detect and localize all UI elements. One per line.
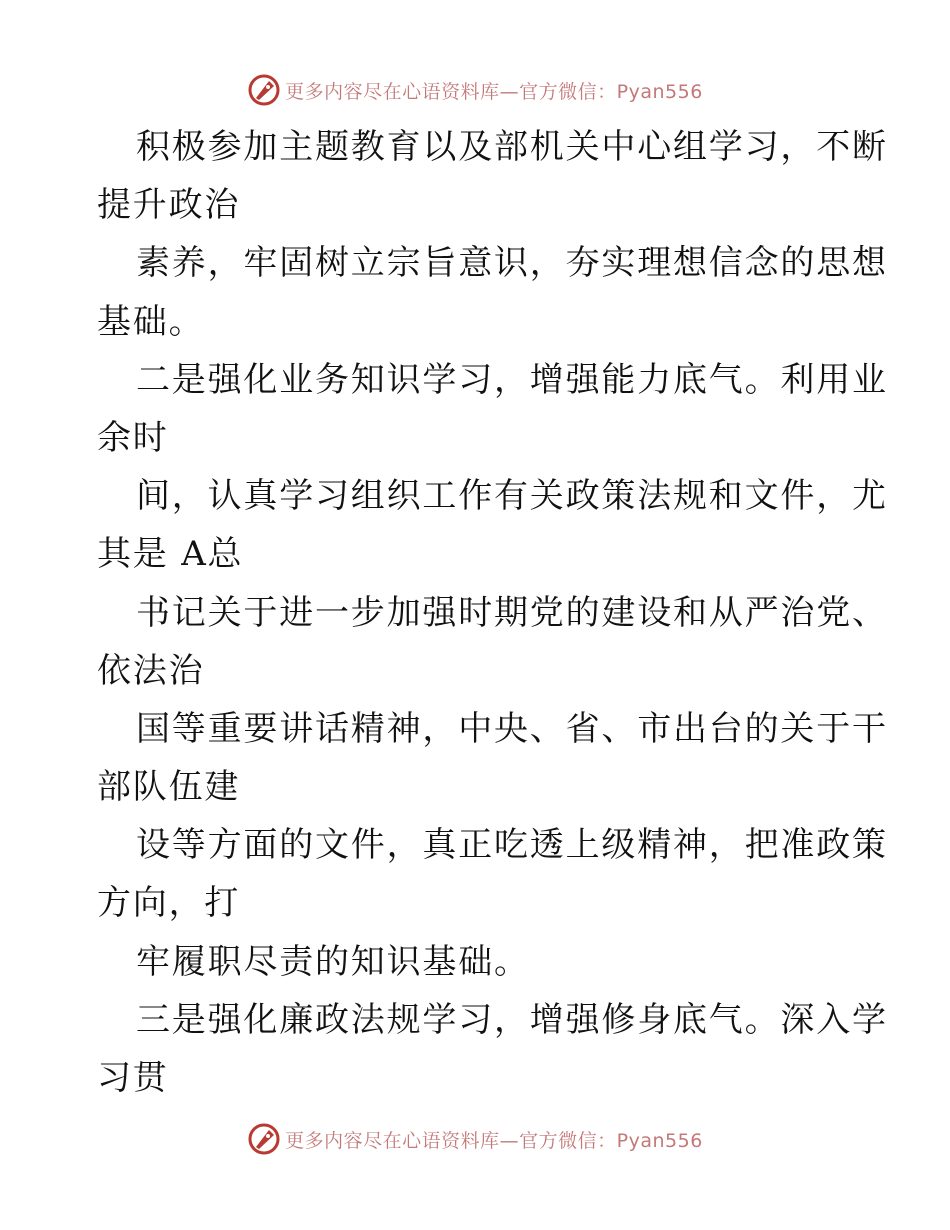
body-line: 书记关于进一步加强时期党的建设和从严治党、 xyxy=(136,592,888,633)
body-line: 间，认真学习组织工作有关政策法规和文件，尤 xyxy=(136,476,888,517)
header-banner xyxy=(0,70,950,110)
footer-banner-text: 更多内容尽在心语资料库—官方微信：Pyan556 xyxy=(285,1129,703,1152)
body-line: 设等方面的文件，真正吃透上级精神，把准政策 xyxy=(136,825,888,866)
body-line: 部队伍建 xyxy=(97,767,241,808)
body-line: 其是 A总 xyxy=(97,534,244,575)
body-line: 三是强化廉政法规学习，增强修身底气。深入学 xyxy=(136,999,888,1040)
body-line: 余时 xyxy=(97,417,169,458)
header-banner-text: 更多内容尽在心语资料库—官方微信：Pyan556 xyxy=(285,80,703,103)
footer-banner xyxy=(0,1119,950,1159)
pen-nib-logo-icon xyxy=(247,73,281,107)
body-line: 习贯 xyxy=(97,1058,169,1098)
body-line: 提升政治 xyxy=(97,185,241,226)
body-line: 二是强化业务知识学习，增强能力底气。利用业 xyxy=(136,359,888,400)
body-line: 素养，牢固树立宗旨意识，夯实理想信念的思想 xyxy=(136,243,888,284)
document-body xyxy=(0,118,950,1107)
pen-nib-logo-icon xyxy=(247,1122,281,1156)
body-line: 依法治 xyxy=(97,650,205,691)
body-line: 国等重要讲话精神，中央、省、市出台的关于干 xyxy=(136,708,888,749)
body-line: 方向，打 xyxy=(97,883,241,924)
body-line: 牢履职尽责的知识基础。 xyxy=(136,941,530,982)
body-line: 积极参加主题教育以及部机关中心组学习，不断 xyxy=(136,127,888,167)
body-line: 基础。 xyxy=(97,301,205,342)
